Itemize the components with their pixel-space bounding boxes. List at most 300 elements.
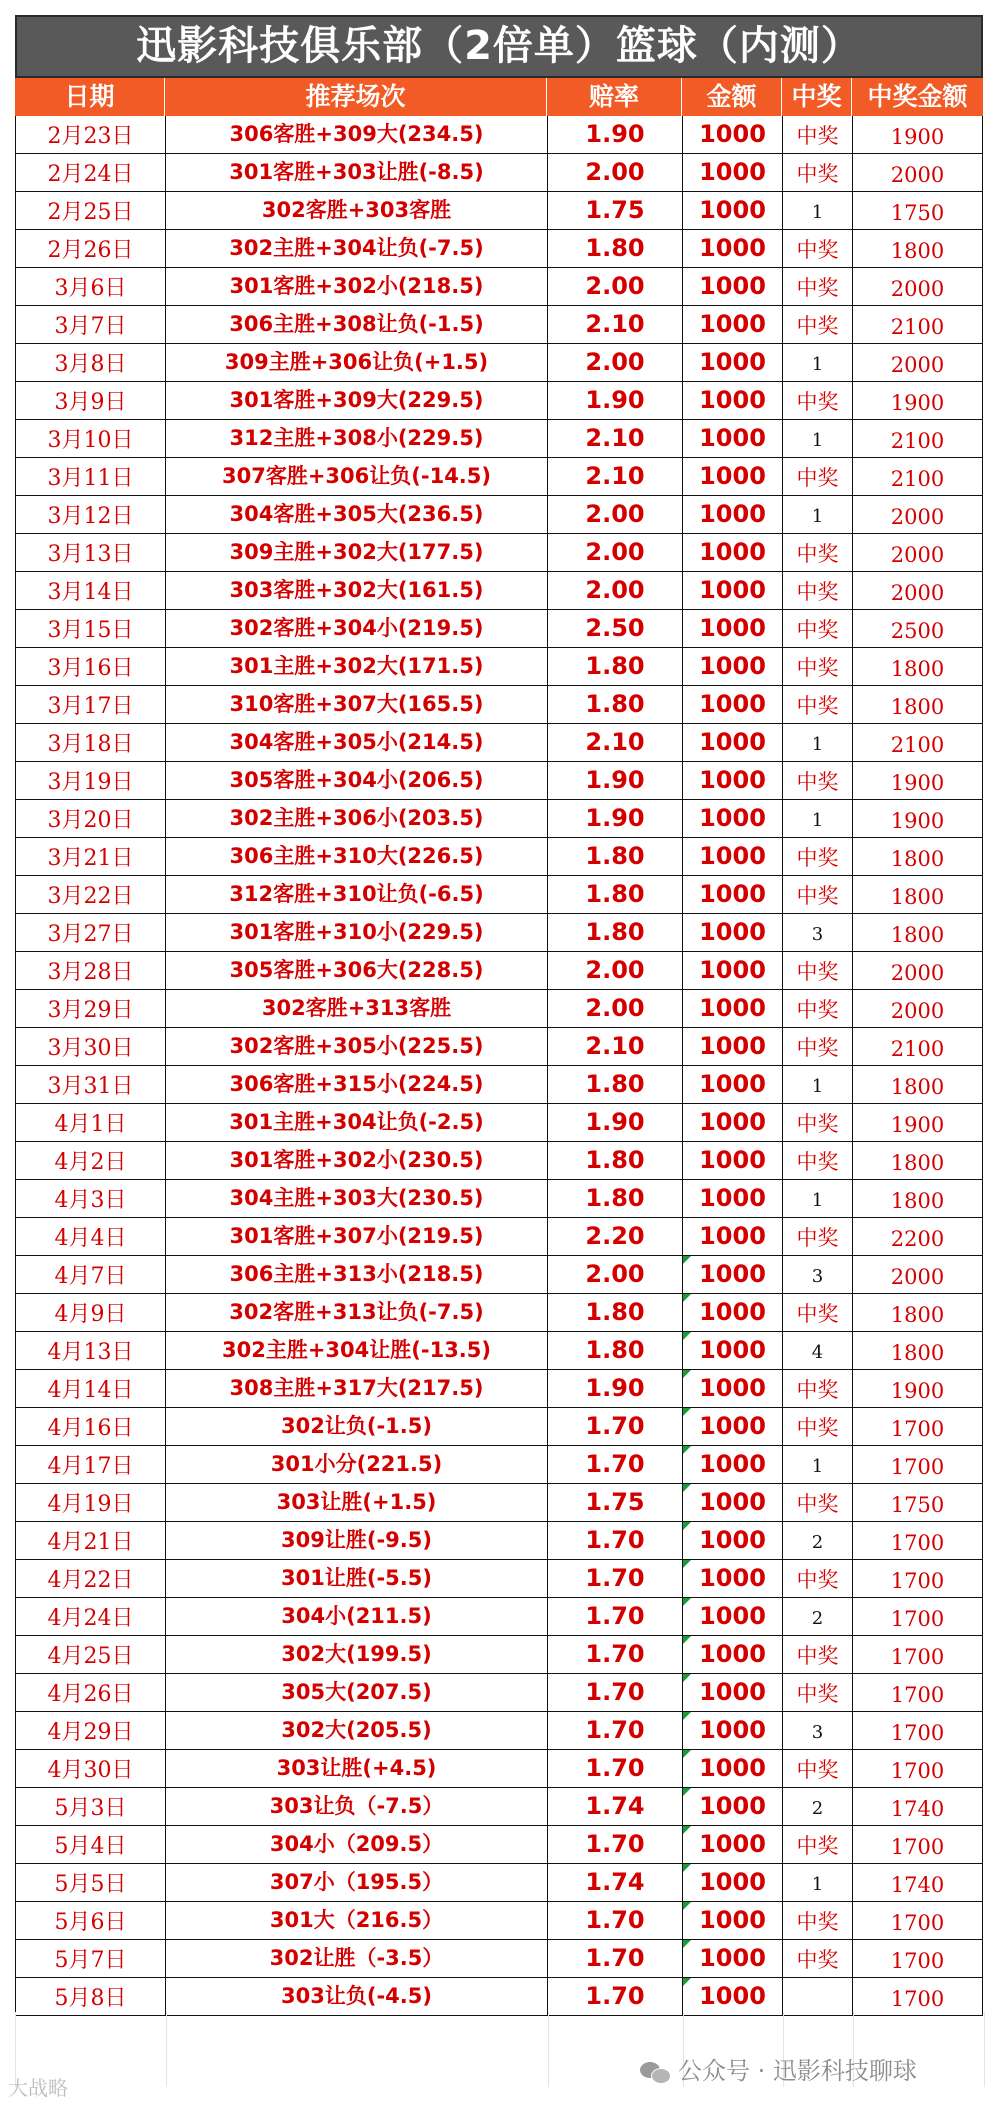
- table-row: [15, 838, 983, 876]
- table-row: [15, 382, 983, 420]
- amount-cell: 1000: [682, 382, 782, 419]
- odds-cell: 1.70: [547, 1750, 682, 1787]
- amount-cell: 1000: [682, 914, 782, 951]
- amount-cell: 1000: [682, 1332, 782, 1369]
- result-cell: 中奖: [782, 1560, 852, 1597]
- prize-cell: 1700: [852, 1674, 983, 1711]
- result-cell: 1: [782, 420, 852, 457]
- pick-cell: 310客胜+307大(165.5): [165, 686, 547, 723]
- pick-cell: 301客胜+302小(230.5): [165, 1142, 547, 1179]
- prize-cell: 1700: [852, 1750, 983, 1787]
- prize-cell: 1800: [852, 648, 983, 685]
- pick-cell: 302客胜+303客胜: [165, 192, 547, 229]
- odds-cell: 1.70: [547, 1598, 682, 1635]
- prize-cell: 2100: [852, 724, 983, 761]
- date-cell: 3月13日: [15, 534, 165, 571]
- date-cell: 4月24日: [15, 1598, 165, 1635]
- result-cell: 中奖: [782, 990, 852, 1027]
- table-row: [15, 1978, 983, 2016]
- header-amount: 金额: [682, 78, 782, 116]
- date-cell: 3月30日: [15, 1028, 165, 1065]
- prize-cell: 1700: [852, 1636, 983, 1673]
- prize-cell: 1800: [852, 230, 983, 267]
- amount-cell: 1000: [682, 952, 782, 989]
- odds-cell: 1.75: [547, 1484, 682, 1521]
- watermark-right-text: 公众号 · 迅影科技聊球: [678, 2057, 917, 2085]
- result-cell: 中奖: [782, 1408, 852, 1445]
- prize-cell: 1700: [852, 1902, 983, 1939]
- pick-cell: 301客胜+310小(229.5): [165, 914, 547, 951]
- result-cell: 中奖: [782, 306, 852, 343]
- result-cell: 中奖: [782, 1370, 852, 1407]
- result-cell: 中奖: [782, 838, 852, 875]
- date-cell: 4月19日: [15, 1484, 165, 1521]
- table-row: [15, 268, 983, 306]
- pick-cell: 302让胜（-3.5）: [165, 1940, 547, 1977]
- date-cell: 3月11日: [15, 458, 165, 495]
- odds-cell: 2.10: [547, 458, 682, 495]
- result-cell: 2: [782, 1598, 852, 1635]
- result-cell: 1: [782, 1446, 852, 1483]
- result-cell: 中奖: [782, 534, 852, 571]
- pick-cell: 305客胜+306大(228.5): [165, 952, 547, 989]
- odds-cell: 2.00: [547, 534, 682, 571]
- pick-cell: 301大（216.5）: [165, 1902, 547, 1939]
- odds-cell: 1.70: [547, 1408, 682, 1445]
- pick-cell: 306主胜+313小(218.5): [165, 1256, 547, 1293]
- amount-cell: 1000: [682, 1560, 782, 1597]
- date-cell: 4月7日: [15, 1256, 165, 1293]
- date-cell: 3月16日: [15, 648, 165, 685]
- table-row: [15, 116, 983, 154]
- pick-cell: 301主胜+304让负(-2.5): [165, 1104, 547, 1141]
- table-row: [15, 914, 983, 952]
- prize-cell: 1740: [852, 1864, 983, 1901]
- prize-cell: 1750: [852, 1484, 983, 1521]
- table-row: [15, 952, 983, 990]
- table-row: [15, 1180, 983, 1218]
- odds-cell: 1.70: [547, 1978, 682, 2015]
- date-cell: 3月21日: [15, 838, 165, 875]
- pick-cell: 309主胜+302大(177.5): [165, 534, 547, 571]
- result-cell: 中奖: [782, 1484, 852, 1521]
- date-cell: 4月25日: [15, 1636, 165, 1673]
- date-cell: 3月20日: [15, 800, 165, 837]
- table-row: [15, 1332, 983, 1370]
- result-cell: [782, 1978, 852, 2015]
- pick-cell: 307小（195.5）: [165, 1864, 547, 1901]
- pick-cell: 301客胜+302小(218.5): [165, 268, 547, 305]
- odds-cell: 1.80: [547, 1180, 682, 1217]
- odds-cell: 1.70: [547, 1902, 682, 1939]
- table-row: [15, 610, 983, 648]
- amount-cell: 1000: [682, 1484, 782, 1521]
- date-cell: 5月7日: [15, 1940, 165, 1977]
- odds-cell: 1.80: [547, 876, 682, 913]
- amount-cell: 1000: [682, 458, 782, 495]
- table-row: [15, 1712, 983, 1750]
- amount-cell: 1000: [682, 1294, 782, 1331]
- pick-cell: 301客胜+309大(229.5): [165, 382, 547, 419]
- prize-cell: 2000: [852, 154, 983, 191]
- pick-cell: 306客胜+315小(224.5): [165, 1066, 547, 1103]
- result-cell: 1: [782, 1864, 852, 1901]
- pick-cell: 302主胜+306小(203.5): [165, 800, 547, 837]
- amount-cell: 1000: [682, 1940, 782, 1977]
- pick-cell: 303让胜(+4.5): [165, 1750, 547, 1787]
- table-row: [15, 1902, 983, 1940]
- table-row: [15, 230, 983, 268]
- result-cell: 中奖: [782, 610, 852, 647]
- table-row: [15, 1028, 983, 1066]
- amount-cell: 1000: [682, 1788, 782, 1825]
- odds-cell: 1.80: [547, 838, 682, 875]
- result-cell: 中奖: [782, 458, 852, 495]
- odds-cell: 1.70: [547, 1522, 682, 1559]
- pick-cell: 308主胜+317大(217.5): [165, 1370, 547, 1407]
- date-cell: 3月14日: [15, 572, 165, 609]
- amount-cell: 1000: [682, 1864, 782, 1901]
- prize-cell: 2000: [852, 990, 983, 1027]
- result-cell: 1: [782, 192, 852, 229]
- date-cell: 4月4日: [15, 1218, 165, 1255]
- result-cell: 3: [782, 1256, 852, 1293]
- prize-cell: 1700: [852, 1940, 983, 1977]
- pick-cell: 301小分(221.5): [165, 1446, 547, 1483]
- amount-cell: 1000: [682, 1598, 782, 1635]
- pick-cell: 305大(207.5): [165, 1674, 547, 1711]
- date-cell: 3月10日: [15, 420, 165, 457]
- odds-cell: 2.00: [547, 952, 682, 989]
- pick-cell: 302大(205.5): [165, 1712, 547, 1749]
- amount-cell: 1000: [682, 762, 782, 799]
- watermark-left: 大战略: [8, 2076, 68, 2100]
- amount-cell: 1000: [682, 648, 782, 685]
- header-odds: 赔率: [547, 78, 682, 116]
- amount-cell: 1000: [682, 344, 782, 381]
- date-cell: 4月1日: [15, 1104, 165, 1141]
- header-date: 日期: [15, 78, 165, 116]
- prize-cell: 1800: [852, 1142, 983, 1179]
- result-cell: 1: [782, 1180, 852, 1217]
- date-cell: 3月7日: [15, 306, 165, 343]
- odds-cell: 1.90: [547, 1104, 682, 1141]
- date-cell: 2月24日: [15, 154, 165, 191]
- table-row: [15, 1408, 983, 1446]
- pick-cell: 302让负(-1.5): [165, 1408, 547, 1445]
- date-cell: 4月29日: [15, 1712, 165, 1749]
- date-cell: 4月3日: [15, 1180, 165, 1217]
- result-cell: 中奖: [782, 1218, 852, 1255]
- amount-cell: 1000: [682, 420, 782, 457]
- odds-cell: 1.80: [547, 1066, 682, 1103]
- odds-cell: 1.70: [547, 1446, 682, 1483]
- date-cell: 4月14日: [15, 1370, 165, 1407]
- pick-cell: 302主胜+304让负(-7.5): [165, 230, 547, 267]
- prize-cell: 1800: [852, 686, 983, 723]
- odds-cell: 1.80: [547, 648, 682, 685]
- odds-cell: 2.10: [547, 306, 682, 343]
- pick-cell: 306主胜+310大(226.5): [165, 838, 547, 875]
- prize-cell: 2000: [852, 496, 983, 533]
- table-row: [15, 1826, 983, 1864]
- result-cell: 1: [782, 800, 852, 837]
- date-cell: 4月26日: [15, 1674, 165, 1711]
- table-row: [15, 800, 983, 838]
- prize-cell: 1900: [852, 116, 983, 153]
- amount-cell: 1000: [682, 268, 782, 305]
- amount-cell: 1000: [682, 800, 782, 837]
- pick-cell: 304客胜+305小(214.5): [165, 724, 547, 761]
- odds-cell: 2.10: [547, 1028, 682, 1065]
- date-cell: 3月17日: [15, 686, 165, 723]
- result-cell: 1: [782, 344, 852, 381]
- prize-cell: 1700: [852, 1598, 983, 1635]
- table-row: [15, 1104, 983, 1142]
- pick-cell: 304小(211.5): [165, 1598, 547, 1635]
- header-result: 中奖: [782, 78, 852, 116]
- odds-cell: 1.90: [547, 382, 682, 419]
- odds-cell: 1.80: [547, 1142, 682, 1179]
- amount-cell: 1000: [682, 1750, 782, 1787]
- table-row: [15, 1750, 983, 1788]
- date-cell: 4月30日: [15, 1750, 165, 1787]
- pick-cell: 302客胜+305小(225.5): [165, 1028, 547, 1065]
- amount-cell: 1000: [682, 1712, 782, 1749]
- prize-cell: 2000: [852, 952, 983, 989]
- odds-cell: 1.70: [547, 1712, 682, 1749]
- prize-cell: 2000: [852, 534, 983, 571]
- table-row: [15, 1864, 983, 1902]
- prize-cell: 2500: [852, 610, 983, 647]
- table-row: [15, 154, 983, 192]
- table-row: [15, 1560, 983, 1598]
- table-header: [15, 78, 983, 116]
- result-cell: 2: [782, 1522, 852, 1559]
- prize-cell: 2100: [852, 420, 983, 457]
- wechat-icon: [640, 2060, 670, 2084]
- pick-cell: 312客胜+310让负(-6.5): [165, 876, 547, 913]
- odds-cell: 1.70: [547, 1560, 682, 1597]
- table-row: [15, 1788, 983, 1826]
- prize-cell: 1750: [852, 192, 983, 229]
- result-cell: 中奖: [782, 1636, 852, 1673]
- result-cell: 中奖: [782, 116, 852, 153]
- prize-cell: 1700: [852, 1522, 983, 1559]
- pick-cell: 305客胜+304小(206.5): [165, 762, 547, 799]
- odds-cell: 2.00: [547, 1256, 682, 1293]
- odds-cell: 1.74: [547, 1788, 682, 1825]
- amount-cell: 1000: [682, 686, 782, 723]
- amount-cell: 1000: [682, 1902, 782, 1939]
- table-row: [15, 1636, 983, 1674]
- result-cell: 中奖: [782, 1674, 852, 1711]
- table-row: [15, 1066, 983, 1104]
- odds-cell: 1.70: [547, 1674, 682, 1711]
- table-row: [15, 306, 983, 344]
- date-cell: 5月5日: [15, 1864, 165, 1901]
- pick-cell: 309主胜+306让负(+1.5): [165, 344, 547, 381]
- amount-cell: 1000: [682, 1408, 782, 1445]
- odds-cell: 2.00: [547, 154, 682, 191]
- results-table-body: [15, 116, 983, 2016]
- odds-cell: 2.50: [547, 610, 682, 647]
- table-row: [15, 686, 983, 724]
- amount-cell: 1000: [682, 496, 782, 533]
- amount-cell: 1000: [682, 724, 782, 761]
- table-row: [15, 724, 983, 762]
- prize-cell: 1800: [852, 876, 983, 913]
- date-cell: 3月29日: [15, 990, 165, 1027]
- pick-cell: 304小（209.5）: [165, 1826, 547, 1863]
- result-cell: 4: [782, 1332, 852, 1369]
- date-cell: 4月17日: [15, 1446, 165, 1483]
- pick-cell: 303让负（-7.5）: [165, 1788, 547, 1825]
- pick-cell: 302客胜+313让负(-7.5): [165, 1294, 547, 1331]
- amount-cell: 1000: [682, 534, 782, 571]
- sheet-title: 迅影科技俱乐部（2倍单）篮球（内测）: [15, 15, 983, 78]
- prize-cell: 1700: [852, 1978, 983, 2015]
- result-cell: 中奖: [782, 572, 852, 609]
- date-cell: 3月9日: [15, 382, 165, 419]
- results-sheet: [15, 15, 983, 2016]
- pick-cell: 301让胜(-5.5): [165, 1560, 547, 1597]
- amount-cell: 1000: [682, 1826, 782, 1863]
- table-row: [15, 1142, 983, 1180]
- table-row: [15, 1522, 983, 1560]
- odds-cell: 1.80: [547, 230, 682, 267]
- result-cell: 中奖: [782, 762, 852, 799]
- odds-cell: 1.70: [547, 1826, 682, 1863]
- result-cell: 3: [782, 914, 852, 951]
- result-cell: 中奖: [782, 648, 852, 685]
- prize-cell: 1800: [852, 1066, 983, 1103]
- pick-cell: 302客胜+304小(219.5): [165, 610, 547, 647]
- prize-cell: 1900: [852, 1370, 983, 1407]
- pick-cell: 312主胜+308小(229.5): [165, 420, 547, 457]
- amount-cell: 1000: [682, 1142, 782, 1179]
- odds-cell: 1.80: [547, 914, 682, 951]
- amount-cell: 1000: [682, 1180, 782, 1217]
- table-row: [15, 876, 983, 914]
- prize-cell: 1800: [852, 1332, 983, 1369]
- odds-cell: 1.90: [547, 116, 682, 153]
- odds-cell: 1.80: [547, 1294, 682, 1331]
- amount-cell: 1000: [682, 572, 782, 609]
- header-pick: 推荐场次: [165, 78, 547, 116]
- pick-cell: 309让胜(-9.5): [165, 1522, 547, 1559]
- prize-cell: 1900: [852, 762, 983, 799]
- prize-cell: 2200: [852, 1218, 983, 1255]
- date-cell: 3月15日: [15, 610, 165, 647]
- prize-cell: 2100: [852, 306, 983, 343]
- result-cell: 中奖: [782, 1750, 852, 1787]
- prize-cell: 2100: [852, 458, 983, 495]
- amount-cell: 1000: [682, 1218, 782, 1255]
- odds-cell: 2.10: [547, 724, 682, 761]
- pick-cell: 302主胜+304让胜(-13.5): [165, 1332, 547, 1369]
- pick-cell: 301客胜+307小(219.5): [165, 1218, 547, 1255]
- amount-cell: 1000: [682, 610, 782, 647]
- odds-cell: 2.00: [547, 990, 682, 1027]
- prize-cell: 2000: [852, 572, 983, 609]
- odds-cell: 1.90: [547, 1370, 682, 1407]
- amount-cell: 1000: [682, 1674, 782, 1711]
- prize-cell: 1700: [852, 1826, 983, 1863]
- table-row: [15, 762, 983, 800]
- watermark-right: [640, 2051, 917, 2086]
- table-row: [15, 458, 983, 496]
- date-cell: 3月12日: [15, 496, 165, 533]
- amount-cell: 1000: [682, 1978, 782, 2015]
- table-row: [15, 990, 983, 1028]
- pick-cell: 304客胜+305大(236.5): [165, 496, 547, 533]
- amount-cell: 1000: [682, 306, 782, 343]
- date-cell: 4月21日: [15, 1522, 165, 1559]
- odds-cell: 1.70: [547, 1940, 682, 1977]
- date-cell: 2月25日: [15, 192, 165, 229]
- date-cell: 3月31日: [15, 1066, 165, 1103]
- date-cell: 4月2日: [15, 1142, 165, 1179]
- table-row: [15, 1598, 983, 1636]
- table-row: [15, 1218, 983, 1256]
- prize-cell: 1900: [852, 800, 983, 837]
- prize-cell: 1900: [852, 382, 983, 419]
- date-cell: 4月9日: [15, 1294, 165, 1331]
- odds-cell: 2.00: [547, 344, 682, 381]
- result-cell: 中奖: [782, 876, 852, 913]
- pick-cell: 303客胜+302大(161.5): [165, 572, 547, 609]
- prize-cell: 1700: [852, 1408, 983, 1445]
- date-cell: 3月18日: [15, 724, 165, 761]
- odds-cell: 1.74: [547, 1864, 682, 1901]
- odds-cell: 1.80: [547, 1332, 682, 1369]
- result-cell: 中奖: [782, 1940, 852, 1977]
- amount-cell: 1000: [682, 1028, 782, 1065]
- amount-cell: 1000: [682, 1104, 782, 1141]
- pick-cell: 302大(199.5): [165, 1636, 547, 1673]
- date-cell: 3月8日: [15, 344, 165, 381]
- table-row: [15, 1256, 983, 1294]
- pick-cell: 304主胜+303大(230.5): [165, 1180, 547, 1217]
- result-cell: 中奖: [782, 686, 852, 723]
- date-cell: 2月26日: [15, 230, 165, 267]
- pick-cell: 301主胜+302大(171.5): [165, 648, 547, 685]
- odds-cell: 1.90: [547, 762, 682, 799]
- date-cell: 4月13日: [15, 1332, 165, 1369]
- amount-cell: 1000: [682, 230, 782, 267]
- date-cell: 4月22日: [15, 1560, 165, 1597]
- odds-cell: 1.80: [547, 686, 682, 723]
- result-cell: 3: [782, 1712, 852, 1749]
- result-cell: 中奖: [782, 952, 852, 989]
- result-cell: 1: [782, 724, 852, 761]
- odds-cell: 1.70: [547, 1636, 682, 1673]
- odds-cell: 2.20: [547, 1218, 682, 1255]
- result-cell: 中奖: [782, 1142, 852, 1179]
- amount-cell: 1000: [682, 1446, 782, 1483]
- amount-cell: 1000: [682, 192, 782, 229]
- prize-cell: 2000: [852, 1256, 983, 1293]
- header-prize: 中奖金额: [852, 78, 983, 116]
- prize-cell: 1740: [852, 1788, 983, 1825]
- table-row: [15, 572, 983, 610]
- amount-cell: 1000: [682, 1370, 782, 1407]
- table-row: [15, 1446, 983, 1484]
- amount-cell: 1000: [682, 154, 782, 191]
- table-row: [15, 1370, 983, 1408]
- prize-cell: 2000: [852, 344, 983, 381]
